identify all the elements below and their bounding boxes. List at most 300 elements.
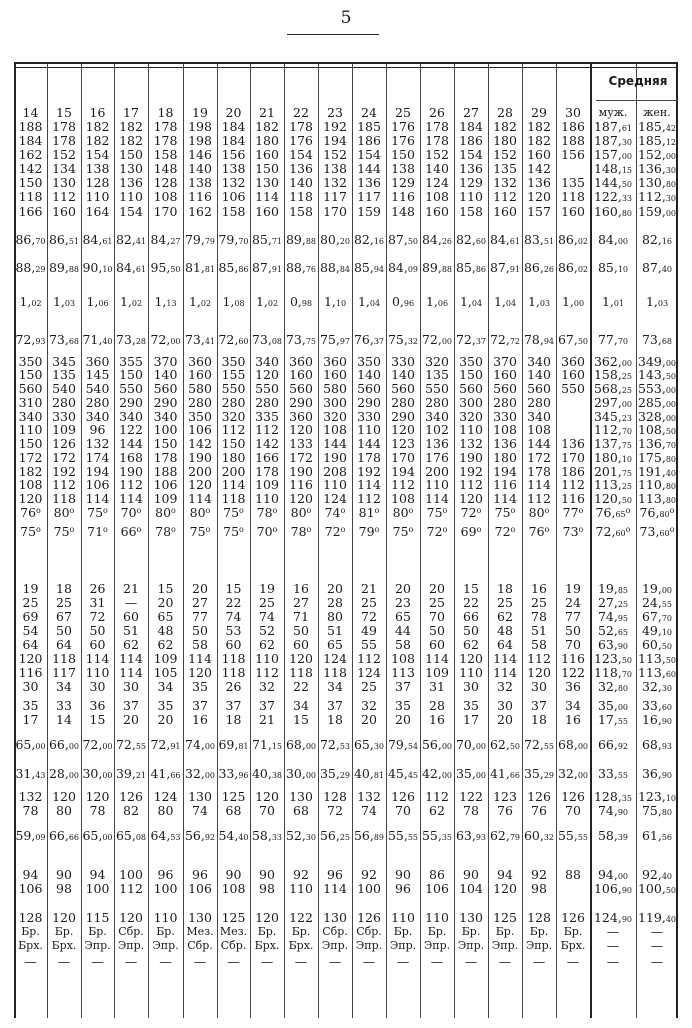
table-cell: 160 [493, 367, 517, 382]
table-cell: 200 [188, 464, 212, 479]
table-cell: 65,08 [115, 828, 147, 843]
table-cell: 20 [123, 712, 139, 727]
table-cell: 194 [493, 464, 517, 479]
table-row [0, 767, 692, 781]
table-cell: 82,60 [455, 232, 487, 247]
table-cell: 1,02 [119, 294, 143, 309]
table-cell: 79,79 [184, 232, 216, 247]
table-cell: 148 [391, 204, 415, 219]
table-cell: 118,70 [593, 665, 633, 680]
table-cell: 50 [463, 623, 479, 638]
table-cell: 182 [119, 133, 143, 148]
table-cell: 176 [425, 450, 449, 465]
table-cell: 360 [188, 354, 212, 369]
table-cell: 30 [89, 679, 106, 694]
table-cell: 96 [89, 422, 106, 437]
table-cell: 59,09 [15, 828, 46, 843]
table-cell: 74,00 [184, 737, 216, 752]
table-cell: 71,15 [251, 737, 283, 752]
table-cell: 86,02 [557, 232, 589, 247]
table-cell: 30 [22, 679, 39, 694]
table-cell: 1,02 [255, 294, 279, 309]
table-cell: 128 [153, 175, 178, 190]
table-cell: 160 [188, 367, 212, 382]
table-cell: 108 [391, 491, 415, 506]
table-cell: 172 [289, 450, 313, 465]
table-cell: 35,29 [319, 766, 351, 781]
table-cell: — [362, 954, 376, 969]
table-cell: 180 [493, 133, 517, 148]
table-cell: 18 [56, 581, 72, 596]
table-cell: 36,90 [641, 766, 673, 781]
table-cell: 94 [89, 867, 106, 882]
table-cell: 32 [497, 679, 513, 694]
table-cell: 150 [18, 436, 43, 451]
table-cell: 87,40 [641, 260, 673, 275]
table-cell: 130 [459, 910, 483, 925]
table-cell: 192 [52, 464, 76, 479]
table-cell: 70 [565, 637, 581, 652]
table-cell: 81$^o$ [358, 505, 380, 520]
table-cell: 150 [18, 175, 43, 190]
table-cell: 122 [561, 665, 585, 680]
table-cell: 116 [391, 189, 415, 204]
table-cell: 1,10 [323, 294, 347, 309]
table-cell: 280 [221, 395, 246, 410]
table-cell: 25 [22, 595, 39, 610]
table-cell: 31 [89, 595, 106, 610]
table-cell: 112 [357, 651, 381, 666]
table-cell: 280 [493, 395, 517, 410]
table-cell: 138 [391, 161, 415, 176]
table-cell: 100 [153, 422, 178, 437]
table-cell: 79$^o$ [358, 524, 380, 539]
table-cell: 184 [221, 119, 246, 134]
table-cell: 320 [459, 409, 483, 424]
table-cell: 49,10 [641, 623, 673, 638]
table-cell: 104 [459, 881, 483, 896]
table-cell: 51 [123, 623, 139, 638]
table-cell: 50 [56, 623, 72, 638]
table-cell: Сбр. [322, 925, 348, 938]
table-cell: — [566, 954, 580, 969]
table-cell: 96 [327, 867, 343, 882]
table-cell: 122 [459, 789, 483, 804]
table-cell: 84,61 [489, 232, 521, 247]
table-cell: 50 [192, 623, 208, 638]
table-cell: 74 [259, 609, 275, 624]
table-cell: 120 [18, 651, 43, 666]
table-cell: 114 [255, 189, 279, 204]
table-row [0, 666, 692, 680]
table-cell: 116 [493, 477, 517, 492]
table-cell: Мез. [219, 925, 248, 938]
table-cell: 178 [52, 119, 76, 134]
table-cell: 135 [561, 175, 585, 190]
table-cell: 1,03 [527, 294, 551, 309]
table-cell: 18 [531, 712, 547, 727]
table-cell: 80$^o$ [155, 505, 176, 520]
table-cell: 72,00 [150, 332, 181, 347]
table-cell: 154 [459, 147, 483, 162]
table-cell: 106,90 [593, 881, 633, 896]
table-cell: 120,50 [593, 491, 633, 506]
table-cell: 95,50 [150, 260, 181, 275]
table-cell: 540 [85, 381, 110, 396]
table-cell: 120 [527, 665, 551, 680]
table-cell: 144 [119, 436, 143, 451]
table-cell: 72$^o$ [460, 505, 482, 520]
table-cell: 34 [327, 679, 343, 694]
table-cell: 72,72 [489, 332, 521, 347]
table-cell: 172 [527, 450, 551, 465]
table-cell: 32,80 [597, 679, 629, 694]
table-cell: Бр. [427, 925, 447, 938]
table-cell: 360 [289, 354, 313, 369]
table-cell: 280 [425, 395, 449, 410]
table-cell: 37 [192, 698, 208, 713]
table-cell: 560 [493, 381, 517, 396]
table-cell: 152 [52, 147, 76, 162]
table-cell: 1,01 [601, 294, 625, 309]
table-cell: 66$^o$ [120, 524, 142, 539]
table-cell: 62 [157, 637, 174, 652]
table-cell: 132 [221, 175, 246, 190]
table-cell: 150 [221, 436, 246, 451]
table-cell: Сбр. [118, 925, 144, 938]
table-cell: 25 [361, 679, 377, 694]
table-cell: 178 [357, 450, 381, 465]
table-cell: 74 [361, 803, 377, 818]
table-cell: 79,70 [218, 232, 249, 247]
table-cell: 73,68 [641, 332, 673, 347]
table-row [0, 610, 692, 624]
table-row [0, 624, 692, 638]
table-cell: 350 [18, 354, 43, 369]
table-cell: 58,33 [251, 828, 283, 843]
table-cell: 112 [52, 189, 76, 204]
table-cell: 72,00 [421, 332, 453, 347]
table-cell: 67,50 [557, 332, 589, 347]
table-cell: 110 [459, 189, 483, 204]
table-cell: 182 [85, 133, 110, 148]
table-cell: 118 [221, 651, 246, 666]
table-cell: 158 [153, 147, 178, 162]
table-row [0, 582, 692, 596]
table-cell: 125 [221, 789, 246, 804]
table-cell: 72,91 [150, 737, 181, 752]
table-cell: 159 [357, 204, 381, 219]
table-cell: 290 [391, 409, 415, 424]
table-cell: 208 [323, 464, 347, 479]
table-cell: 41,66 [150, 766, 181, 781]
table-cell: 335 [255, 409, 279, 424]
table-cell: 75$^o$ [223, 524, 244, 539]
table-row [0, 396, 692, 410]
table-cell: 19 [565, 581, 581, 596]
table-cell: 160 [255, 204, 279, 219]
table-cell: 66 [463, 609, 479, 624]
table-cell: — [124, 954, 138, 969]
table-cell: 152 [425, 147, 449, 162]
table-cell: 1,13 [154, 294, 177, 309]
table-cell: 114 [119, 651, 143, 666]
table-cell: 112,70 [593, 422, 633, 437]
table-cell: 370 [493, 354, 517, 369]
table-cell: 190 [289, 464, 313, 479]
table-cell: 80$^o$ [528, 505, 550, 520]
table-row [0, 333, 692, 347]
table-cell: 370 [153, 354, 178, 369]
table-cell: 85,94 [353, 260, 385, 275]
table-cell: 178 [153, 133, 178, 148]
table-cell: 30,00 [82, 766, 113, 781]
table-cell: 285,00 [637, 395, 677, 410]
table-row [0, 368, 692, 382]
table-cell: 86,02 [557, 260, 589, 275]
table-cell: 280 [85, 395, 110, 410]
table-cell: 145 [85, 367, 110, 382]
table-cell: Бр. [461, 925, 481, 938]
table-cell: 73,68 [48, 332, 80, 347]
table-cell: 82,41 [115, 232, 147, 247]
table-row [0, 829, 692, 843]
table-cell: 90 [56, 867, 72, 882]
table-cell: 73,41 [184, 332, 216, 347]
table-cell: 188 [18, 119, 43, 134]
table-cell: 136 [561, 436, 585, 451]
table-cell: 125 [221, 910, 246, 925]
table-cell: 25 [259, 595, 275, 610]
table-cell: 142 [527, 161, 551, 176]
table-cell: 78 [463, 803, 479, 818]
table-cell: 320 [323, 409, 347, 424]
table-cell: 540 [52, 381, 76, 396]
table-cell: 70$^o$ [256, 524, 278, 539]
table-cell: 150 [391, 147, 415, 162]
table-cell: — [91, 954, 104, 969]
table-cell: 58 [395, 637, 411, 652]
table-cell: Эпр. [389, 939, 417, 952]
table-cell: 113,50 [637, 651, 677, 666]
table-cell: 60,50 [641, 637, 673, 652]
table-cell: 70,00 [455, 737, 487, 752]
table-row [0, 451, 692, 465]
table-cell: 49 [361, 623, 377, 638]
table-cell: 150 [255, 161, 279, 176]
table-cell: 360 [323, 354, 347, 369]
table-cell: 114 [323, 881, 347, 896]
table-cell: 72$^o$ [324, 524, 346, 539]
table-cell: 70 [395, 803, 411, 818]
table-cell: — [606, 924, 620, 939]
table-row [0, 120, 692, 134]
table-cell: 82,16 [353, 232, 385, 247]
table-cell: 112 [561, 477, 585, 492]
table-cell: 158 [459, 204, 483, 219]
table-row [0, 148, 692, 162]
table-cell: 21 [361, 581, 377, 596]
table-cell: Бр. [291, 925, 311, 938]
table-cell: 560 [357, 381, 381, 396]
table-cell: 140 [357, 367, 381, 382]
table-cell: 90 [395, 867, 411, 882]
table-cell: Бр. [21, 925, 40, 938]
table-cell: 110 [153, 910, 178, 925]
table-cell: 164 [85, 204, 110, 219]
table-cell: 20 [395, 581, 411, 596]
table-cell: 130 [52, 175, 76, 190]
table-cell: 182 [493, 119, 517, 134]
table-cell: 74,90 [597, 803, 629, 818]
table-cell: 162 [188, 204, 212, 219]
table-cell: 27 [192, 595, 208, 610]
table-cell: 112 [119, 477, 143, 492]
table-cell: 120 [289, 491, 313, 506]
table-cell: 44 [395, 623, 411, 638]
table-cell: 37 [395, 679, 411, 694]
table-cell: 290 [357, 395, 381, 410]
table-cell: 66,66 [48, 828, 80, 843]
table-row [0, 176, 692, 190]
table-cell: 27 [293, 595, 309, 610]
table-cell: 72,60 [218, 332, 249, 347]
table-cell: 60,32 [523, 828, 555, 843]
table-cell: 110 [18, 422, 43, 437]
table-cell: — [650, 924, 664, 939]
table-cell: 60 [89, 637, 106, 652]
table-cell: 18 [497, 581, 513, 596]
table-cell: 112 [119, 881, 143, 896]
table-cell: 126 [561, 789, 585, 804]
table-cell: 18 [225, 712, 242, 727]
table-cell: 56,00 [421, 737, 453, 752]
table-cell: 113,25 [593, 477, 633, 492]
table-cell: 300 [459, 395, 483, 410]
table-cell: 120 [255, 367, 279, 382]
table-cell: 75$^o$ [53, 524, 75, 539]
table-cell: 62,50 [489, 737, 521, 752]
table-cell: 108 [18, 477, 43, 492]
table-cell: 182 [85, 119, 110, 134]
table-cell: 87,91 [489, 260, 521, 275]
table-cell: 144 [357, 436, 381, 451]
table-cell: 132 [357, 789, 381, 804]
table-cell: 84,61 [115, 260, 147, 275]
table-cell: 330 [52, 409, 76, 424]
table-cell: 37 [123, 698, 139, 713]
table-cell: 35,29 [523, 766, 555, 781]
table-cell: 42,00 [421, 766, 453, 781]
table-cell: 76,37 [353, 332, 385, 347]
table-cell: 40,81 [353, 766, 385, 781]
table-cell: 30 [497, 698, 513, 713]
table-cell: 72 [361, 609, 377, 624]
table-cell: 182 [527, 119, 551, 134]
table-cell: 114 [527, 477, 551, 492]
table-cell: 340 [153, 409, 178, 424]
table-cell: 154 [357, 147, 381, 162]
table-cell: 124 [323, 651, 347, 666]
table-cell: Брх. [51, 939, 77, 952]
table-cell: 114 [493, 651, 517, 666]
table-cell: 136 [357, 175, 381, 190]
table-row [0, 680, 692, 694]
table-cell: — [606, 954, 620, 969]
table-cell: 1,06 [425, 294, 449, 309]
table-cell: 22 [293, 105, 309, 120]
table-cell: 340 [119, 409, 143, 424]
table-cell: 158,25 [593, 367, 633, 382]
table-cell: Сбр. [220, 939, 247, 952]
table-cell: 35 [395, 698, 411, 713]
table-cell: 37 [225, 698, 242, 713]
table-cell: 185,12 [637, 133, 677, 148]
table-cell: Брх. [18, 939, 43, 952]
table-cell: 1,04 [357, 294, 381, 309]
table-cell: 200 [425, 464, 449, 479]
table-cell: 73,75 [285, 332, 317, 347]
table-cell: 550 [561, 381, 585, 396]
table-cell: 90 [225, 867, 242, 882]
table-cell: — [57, 954, 71, 969]
table-cell: 130 [188, 910, 212, 925]
table-cell: 78 [22, 803, 39, 818]
table-cell: Эпр. [152, 939, 179, 952]
table-cell: 350 [188, 409, 212, 424]
table-cell: 35 [22, 698, 39, 713]
table-cell: 126 [52, 436, 76, 451]
table-cell: 550 [119, 381, 143, 396]
table-cell: 25 [395, 105, 411, 120]
table-cell: 128 [18, 910, 43, 925]
table-cell: 32,00 [184, 766, 216, 781]
table-row [0, 134, 692, 148]
table-cell: 128 [323, 789, 347, 804]
table-cell: 112 [391, 477, 415, 492]
table-cell: 349,00 [637, 354, 677, 369]
table-cell: 75,32 [387, 332, 419, 347]
table-cell: 16 [429, 712, 445, 727]
table-cell: 68,93 [641, 737, 673, 752]
table-cell: 60 [123, 609, 139, 624]
table-cell: 78 [531, 609, 547, 624]
table-cell: 32,00 [557, 766, 589, 781]
table-cell: 198 [188, 119, 212, 134]
table-cell: 172 [52, 450, 76, 465]
table-cell: 330 [391, 354, 415, 369]
table-cell: 114 [119, 665, 143, 680]
table-cell: 553,00 [637, 381, 677, 396]
table-cell: 66,92 [597, 737, 629, 752]
table-row [0, 911, 692, 925]
table-cell: 15 [293, 712, 309, 727]
table-cell: 136 [289, 161, 313, 176]
table-cell: 1,00 [561, 294, 585, 309]
table-cell: 122,33 [593, 189, 633, 204]
table-cell: 106 [85, 477, 110, 492]
table-cell: 65 [327, 637, 343, 652]
table-cell: 112 [493, 189, 517, 204]
table-cell: 55 [361, 637, 377, 652]
table-cell: 140 [527, 367, 551, 382]
table-cell: 96 [192, 867, 208, 882]
table-cell: 16 [192, 712, 208, 727]
table-cell: 148,15 [593, 161, 633, 176]
table-cell: 154 [289, 147, 313, 162]
table-cell: 330 [493, 409, 517, 424]
table-cell: 180 [493, 450, 517, 465]
